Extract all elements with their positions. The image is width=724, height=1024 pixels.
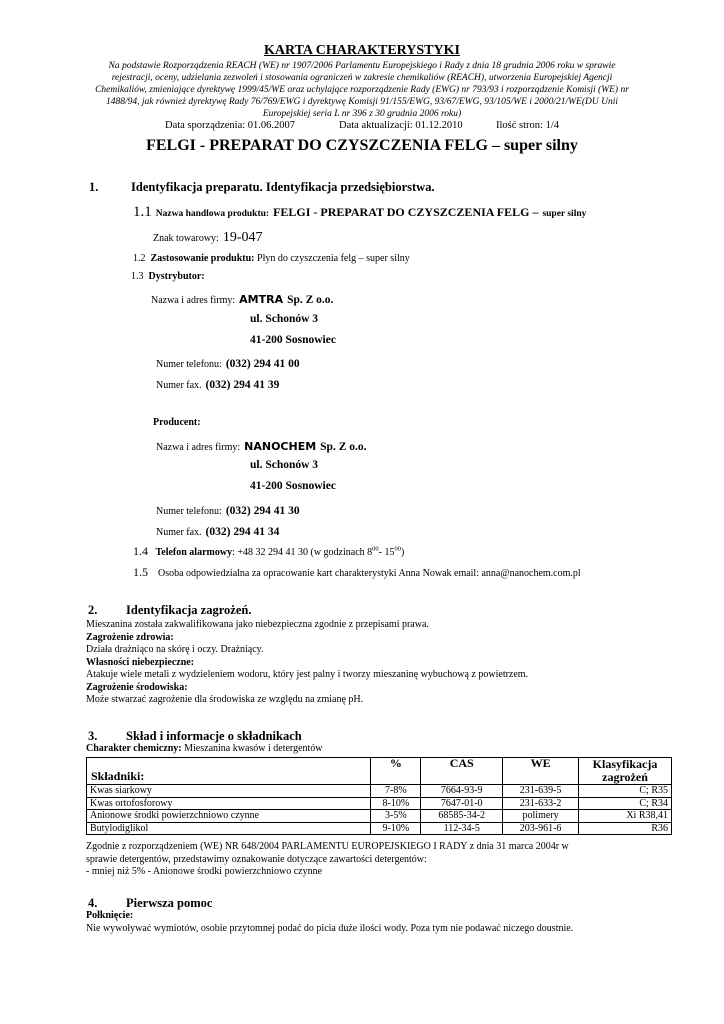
- producer-brand: NANOCHEM: [244, 440, 317, 453]
- producer-name-label: Nazwa i adres firmy:: [156, 442, 241, 453]
- item-1-2: [133, 253, 410, 264]
- item-1-1-label: Nazwa handlowa produktu:: [155, 209, 270, 219]
- item-1-4-sup-end: 00: [394, 545, 401, 553]
- distributor-fax-label: Numer fax.: [156, 380, 202, 391]
- item-1-3-number: 1.3: [131, 271, 144, 282]
- cell-cas: 7647-01-0: [421, 797, 503, 810]
- components-table: [86, 757, 672, 835]
- cell-we: 231-633-2: [503, 797, 579, 810]
- producer-name-row: [156, 437, 367, 455]
- section-2-title: Identyfikacja zagrożeń.: [126, 603, 252, 617]
- header-cas: CAS: [421, 758, 503, 785]
- cell-we: 231-639-5: [503, 785, 579, 798]
- table-row: [87, 822, 672, 835]
- table-row: [87, 785, 672, 798]
- item-1-2-number: 1.2: [133, 253, 146, 264]
- trademark-row: [153, 228, 263, 246]
- item-1-3: [131, 271, 205, 282]
- cell-classification: Xi R38,41: [579, 810, 672, 823]
- distributor-phone: (032) 294 41 00: [225, 358, 300, 370]
- distributor-name-label: Nazwa i adres firmy:: [151, 295, 236, 306]
- table-row: [87, 797, 672, 810]
- product-title: FELGI - PREPARAT DO CZYSZCZENIA FELG – super silny: [146, 137, 578, 154]
- detergent-note-line-2: sprawie detergentów, przedstawimy oznakowanie dotyczące zawartości detergentów:: [86, 853, 427, 865]
- section-1-number: 1.: [89, 180, 99, 194]
- item-1-1-number: 1.1: [133, 204, 152, 220]
- item-1-1-value-suffix: super silny: [542, 209, 587, 219]
- producer-fax-label: Numer fax.: [156, 527, 202, 538]
- cell-percent: 3-5%: [371, 810, 421, 823]
- producer-legal-form: Sp. Z o.o.: [320, 441, 367, 453]
- distributor-name-row: [151, 290, 333, 308]
- section-4-title: Pierwsza pomoc: [126, 896, 213, 910]
- cell-percent: 8-10%: [371, 797, 421, 810]
- health-hazard-text: Działa drażniąco na skórę i oczy. Drażniący.: [86, 644, 264, 655]
- item-1-2-label: Zastosowanie produktu:: [150, 253, 255, 264]
- item-1-1: [133, 203, 586, 221]
- table-row: [87, 810, 672, 823]
- item-1-2-value: Płyn do czyszczenia felg – super silny: [257, 253, 410, 264]
- item-1-5-number: 1.5: [133, 565, 148, 579]
- producer-fax: (032) 294 41 34: [205, 526, 280, 538]
- ingestion-label: Połknięcie:: [86, 910, 134, 921]
- trademark-value: 19-047: [222, 230, 263, 245]
- item-1-4-number: 1.4: [133, 544, 148, 558]
- cell-component: Kwas siarkowy: [87, 785, 371, 798]
- distributor-legal-form: Sp. Z o.o.: [287, 294, 334, 306]
- item-1-4: [133, 544, 404, 559]
- cell-cas: 68585-34-2: [421, 810, 503, 823]
- legal-basis-text: Na podstawie Rozporządzenia REACH (WE) nr 1907/2006 Parlamentu Europejskiego i Rady z dnia 18 grudnia 2006 roku w sprawie rejestracji, oceny, udzielania zezwoleń i stosowania ograniczeń w zakresie chemikaliów (REACH), utworzenia Europejskiej Agencji Chemikaliów, zmieniające dyrektywę 1999/45/WE oraz uchylające rozporządzenie Rady (EWG) nr 793/93 i rozporządzenie Komisji (WE) nr 1488/94, jak również dyrektywę Rady 76/769/EWG i dyrektywę Komisji 91/155/EWG, 93/67/EWG, 93/105/WE i 2000/21/WE(DU Unii Europejskiej seria L nr 396 z 30 grudnia 2006 roku): [95, 61, 629, 119]
- producer-city: 41-200 Sosnowiec: [250, 480, 336, 492]
- trademark-label: Znak towarowy:: [153, 233, 219, 244]
- producer-label: Producent:: [153, 417, 201, 428]
- section-3-number: 3.: [88, 729, 98, 743]
- distributor-fax-row: [156, 375, 279, 393]
- producer-phone: (032) 294 41 30: [225, 505, 300, 517]
- detergent-note-line-1: Zgodnie z rozporządzeniem (WE) NR 648/2004 PARLAMENTU EUROPEJSKIEGO I RADY z dnia 31 marca 2004r w: [86, 841, 569, 852]
- cell-classification: R36: [579, 822, 672, 835]
- table-header-row: [87, 758, 672, 785]
- section-2-number: 2.: [88, 603, 98, 617]
- cell-component: Kwas ortofosforowy: [87, 797, 371, 810]
- distributor-phone-label: Numer telefonu:: [156, 359, 222, 370]
- distributor-fax: (032) 294 41 39: [205, 379, 280, 391]
- producer-phone-row: [156, 501, 300, 519]
- item-1-4-end: ): [401, 547, 405, 558]
- distributor-phone-row: [156, 354, 300, 372]
- distributor-street: ul. Schonów 3: [250, 313, 319, 325]
- section-2-intro: Mieszanina została zakwalifikowana jako niebezpieczna zgodnie z przepisami prawa.: [86, 619, 429, 630]
- item-1-4-value: : +48 32 294 41 30 (w godzinach 8: [232, 547, 373, 558]
- cell-we: 203-961-6: [503, 822, 579, 835]
- ingestion-text: Nie wywoływać wymiotów, osobie przytomnej podać do picia duże ilości wody. Poza tym nie podawać niczego doustnie.: [86, 922, 574, 934]
- item-1-1-value: FELGI - PREPARAT DO CZYSZCZENIA FELG –: [273, 205, 539, 219]
- date-created: Data sporządzenia: 01.06.2007: [165, 120, 296, 131]
- section-3-title: Skład i informacje o składnikach: [126, 729, 302, 743]
- cell-cas: 7664-93-9: [421, 785, 503, 798]
- distributor-city: 41-200 Sosnowiec: [250, 334, 336, 346]
- section-1-title: Identyfikacja preparatu. Identyfikacja przedsiębiorstwa.: [131, 180, 435, 194]
- detergent-note-line-3: - mniej niż 5% - Anionowe środki powierzchniowo czynne: [86, 866, 323, 877]
- document-title: KARTA CHARAKTERYSTYKI: [264, 43, 460, 58]
- header-we: WE: [503, 758, 579, 785]
- health-hazard-label: Zagrożenie zdrowia:: [86, 631, 174, 643]
- date-updated: Data aktualizacji: 01.12.2010: [339, 120, 463, 131]
- item-1-4-mid: - 15: [378, 547, 395, 558]
- chemical-character-text: Mieszanina kwasów i detergentów: [184, 743, 323, 754]
- dangerous-properties-label: Własności niebezpieczne:: [86, 656, 195, 668]
- item-1-5: [133, 565, 581, 580]
- environment-hazard-text: Może stwarzać zagrożenie dla środowiska ze względu na zmianę pH.: [86, 694, 364, 705]
- section-4-number: 4.: [88, 896, 98, 910]
- chemical-character-row: [86, 743, 323, 756]
- distributor-brand: AMTRA: [239, 293, 284, 306]
- item-1-5-text: Osoba odpowiedzialna za opracowanie kart charakterystyki Anna Nowak email: anna@nanochem.com.pl: [158, 568, 581, 579]
- cell-percent: 9-10%: [371, 822, 421, 835]
- cell-component: Butylodiglikol: [87, 822, 371, 835]
- cell-percent: 7-8%: [371, 785, 421, 798]
- chemical-character-label: Charakter chemiczny:: [86, 743, 182, 754]
- item-1-4-sup-start: 00: [372, 545, 379, 553]
- header-percent: %: [371, 758, 421, 785]
- cell-we: polimery: [503, 810, 579, 823]
- cell-classification: C; R34: [579, 797, 672, 810]
- producer-phone-label: Numer telefonu:: [156, 506, 222, 517]
- page-count: Ilość stron: 1/4: [496, 120, 559, 131]
- dangerous-properties-text: Atakuje wiele metali z wydzieleniem wodoru, który jest palny i tworzy mieszaninę wybuchową z powietrzem.: [86, 669, 529, 680]
- item-1-4-label: Telefon alarmowy: [155, 547, 233, 558]
- producer-fax-row: [156, 522, 279, 540]
- header-classification: Klasyfikacja zagrożeń: [579, 758, 672, 785]
- producer-street: ul. Schonów 3: [250, 459, 319, 471]
- header-components: Składniki:: [87, 758, 371, 785]
- cell-classification: C; R35: [579, 785, 672, 798]
- cell-component: Anionowe środki powierzchniowo czynne: [87, 810, 371, 823]
- cell-cas: 112-34-5: [421, 822, 503, 835]
- environment-hazard-label: Zagrożenie środowiska:: [86, 681, 188, 693]
- item-1-3-label: Dystrybutor:: [148, 271, 205, 282]
